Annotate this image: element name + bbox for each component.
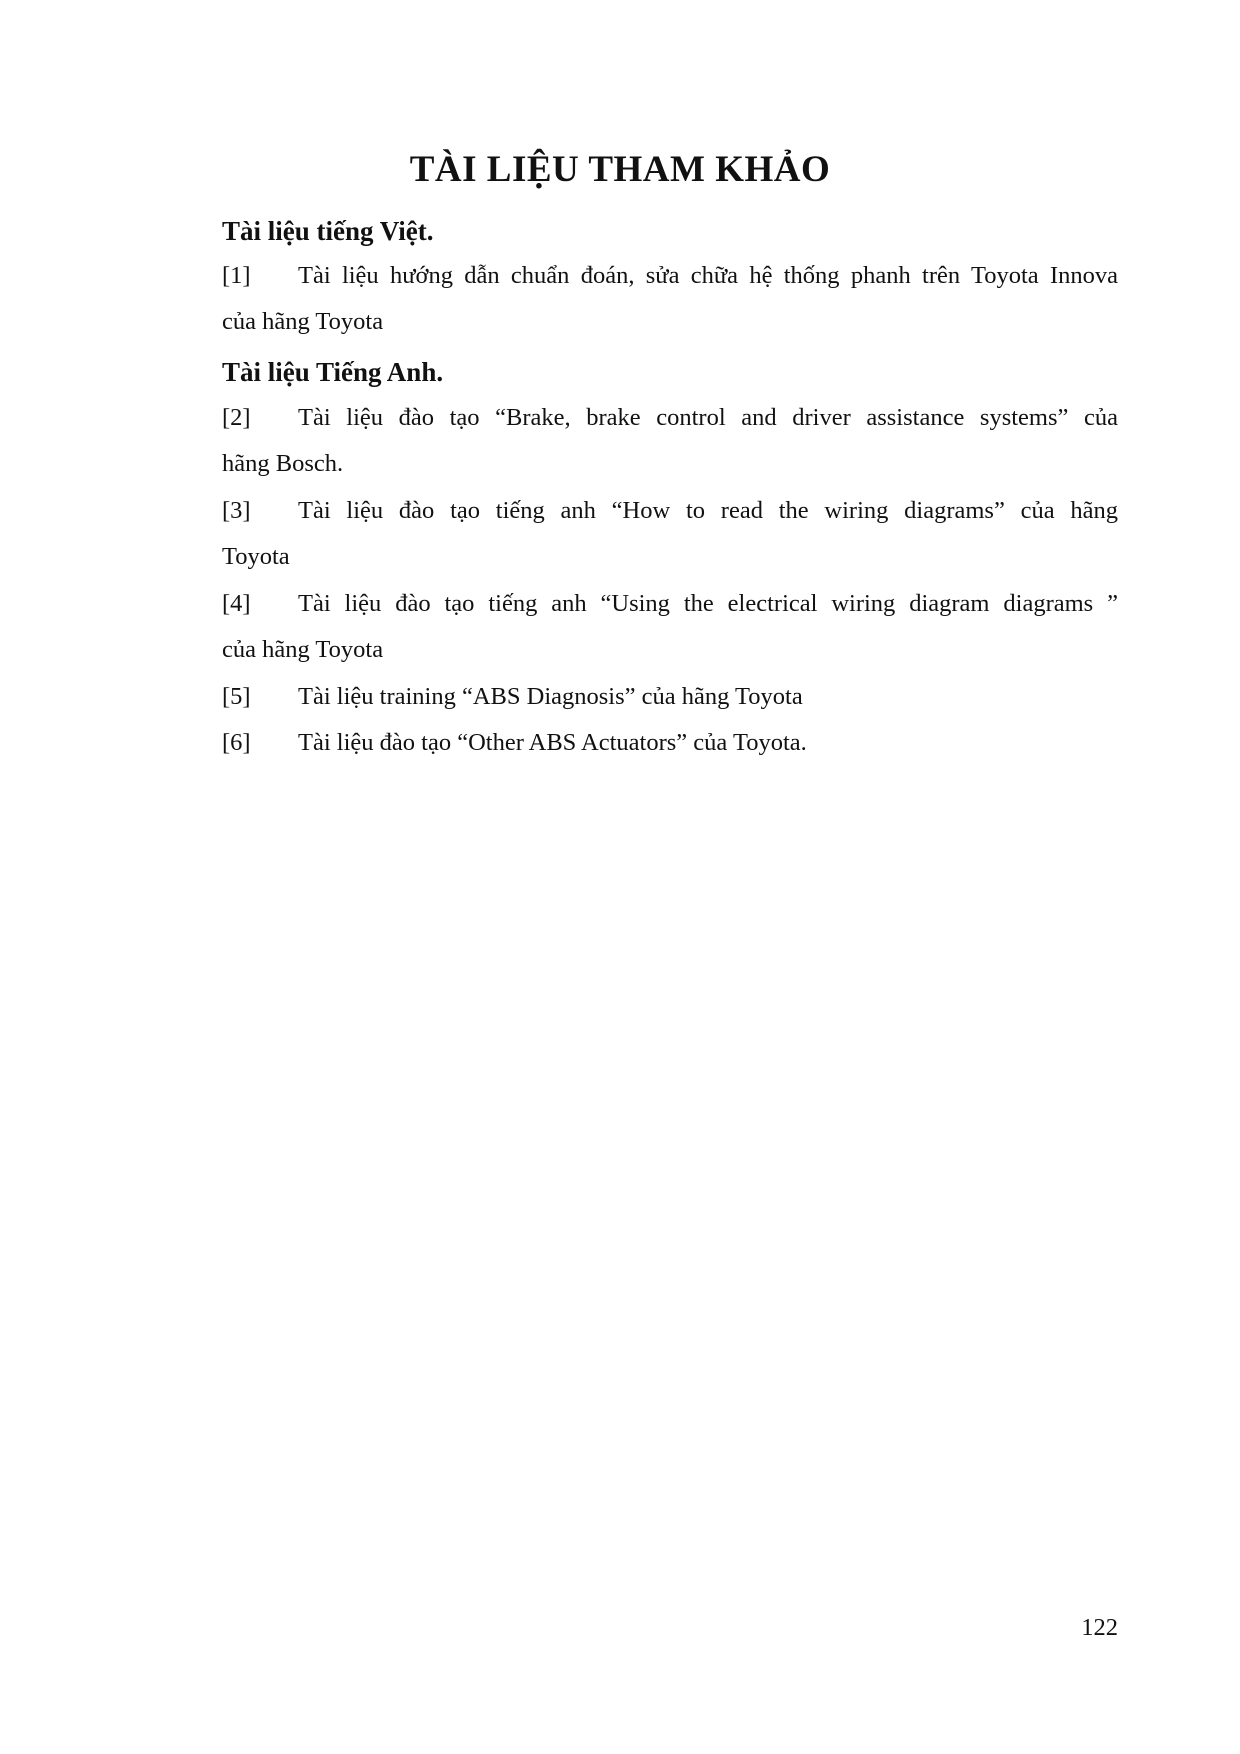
page-number: 122 [1081, 1614, 1118, 1641]
reference-item-2 [222, 395, 1118, 487]
reference-continuation: của hãng Toyota [222, 308, 384, 335]
reference-continuation: của hãng Toyota [222, 636, 384, 663]
reference-number: [4] [222, 590, 251, 617]
reference-text: Tài liệu đào tạo tiếng anh “Using the electrical wiring diagram diagrams ” [298, 590, 1118, 617]
reference-number: [5] [222, 683, 251, 710]
reference-number: [6] [222, 729, 251, 756]
reference-item-5 [222, 674, 1118, 720]
page-title: TÀI LIỆU THAM KHẢO [409, 149, 831, 190]
reference-number: [2] [222, 404, 251, 431]
reference-continuation: hãng Bosch. [222, 450, 344, 477]
reference-number: [1] [222, 262, 251, 289]
section-heading-vietnamese: Tài liệu tiếng Việt. [222, 216, 434, 246]
reference-item-6 [222, 720, 1118, 766]
reference-item-3 [222, 488, 1118, 580]
reference-text: Tài liệu đào tạo “Brake, brake control and driver assistance systems” của [298, 404, 1118, 431]
reference-item-1 [222, 253, 1118, 345]
reference-text: Tài liệu training “ABS Diagnosis” của hãng Toyota [298, 683, 803, 710]
reference-number: [3] [222, 497, 251, 524]
reference-item-4 [222, 581, 1118, 673]
reference-text: Tài liệu đào tạo tiếng anh “How to read the wiring diagrams” của hãng [298, 497, 1118, 524]
reference-text: Tài liệu đào tạo “Other ABS Actuators” của Toyota. [298, 729, 807, 756]
reference-continuation: Toyota [222, 543, 290, 570]
section-heading-english: Tài liệu Tiếng Anh. [222, 357, 444, 387]
reference-text: Tài liệu hướng dẫn chuẩn đoán, sửa chữa hệ thống phanh trên Toyota Innova [298, 262, 1118, 289]
